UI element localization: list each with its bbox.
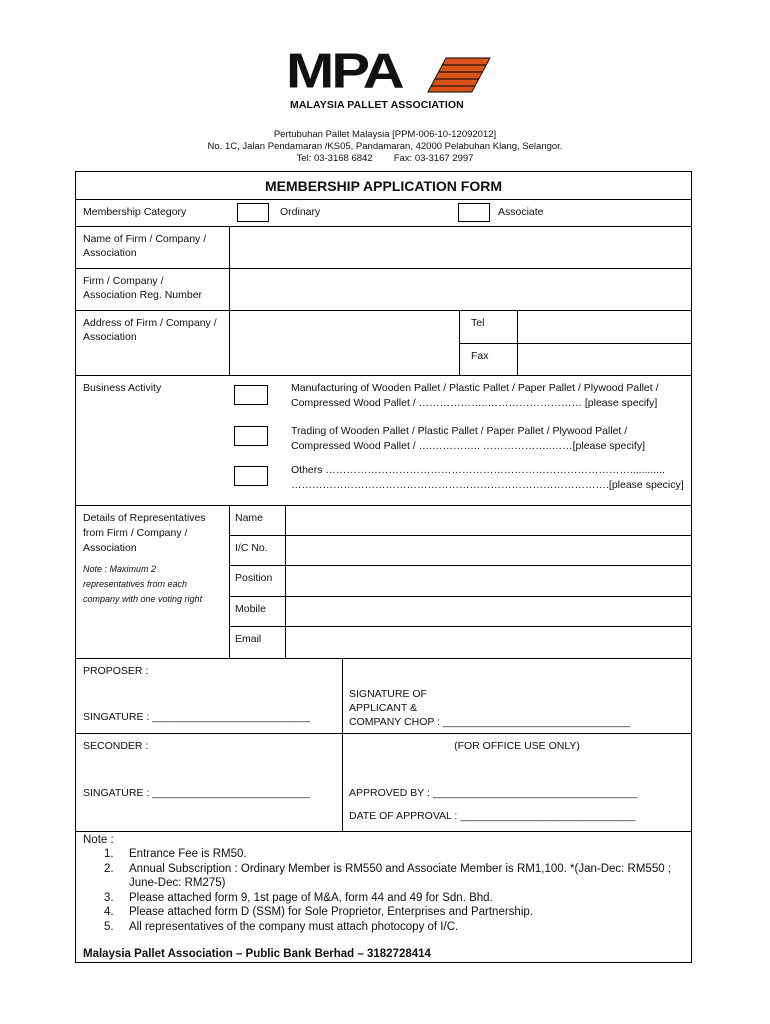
address-label-2: Association (83, 331, 137, 343)
representatives-label: Details of Representatives (83, 512, 206, 524)
rep-ic-field[interactable] (287, 537, 689, 563)
note-item: Please attached form 9, 1st page of M&A, form 44 and 49 for Sdn. Bhd. (129, 891, 493, 904)
associate-checkbox[interactable] (458, 203, 490, 222)
rep-mobile-field[interactable] (287, 598, 689, 624)
rep-email-field[interactable] (287, 628, 689, 656)
membership-category-label: Membership Category (83, 206, 187, 218)
rep-position-field[interactable] (287, 567, 689, 594)
company-name-label-2: Association (83, 247, 137, 259)
fax-label: Fax (471, 350, 489, 362)
rep-name-field[interactable] (287, 507, 689, 533)
ordinary-label: Ordinary (280, 206, 321, 218)
logo-mark: MPA (286, 43, 402, 99)
seconder-signature[interactable]: SINGATURE : ___________________________ (83, 787, 310, 799)
reg-number-field[interactable] (231, 270, 689, 308)
manufacturing-checkbox[interactable] (234, 385, 268, 405)
reg-number-label: Firm / Company / (83, 275, 164, 287)
rep-mobile-label: Mobile (235, 603, 266, 615)
representatives-note-2: representatives from each (83, 579, 188, 589)
others-text-1: Others ……………………………………………………………………………............ (291, 464, 665, 476)
note-number: 4. (104, 906, 114, 918)
trading-checkbox[interactable] (234, 426, 268, 446)
manufacturing-text-1: Manufacturing of Wooden Pallet / Plastic Pallet / Paper Pallet / Plywood Pallet / (291, 382, 659, 394)
proposer-label: PROPOSER : (83, 665, 149, 677)
company-name-label: Name of Firm / Company / (83, 233, 207, 245)
ordinary-checkbox[interactable] (237, 203, 269, 222)
applicant-signature-label-2: APPLICANT & (349, 702, 418, 714)
office-use-label: (FOR OFFICE USE ONLY) (454, 740, 580, 752)
associate-label: Associate (498, 206, 544, 218)
bank-account-info: Malaysia Pallet Association – Public Bank Berhad – 3182728414 (83, 948, 431, 960)
manufacturing-text-2: Compressed Wood Pallet / ………………..……………………… [please specify] (291, 397, 658, 409)
rep-name-label: Name (235, 512, 264, 524)
representatives-label-3: Association (83, 542, 137, 554)
approved-by-field[interactable]: APPROVED BY : ___________________________________ (349, 787, 638, 799)
business-activity-label: Business Activity (83, 382, 162, 394)
header-registration: Pertubuhan Pallet Malaysia [PPM-006-10-12092012] (273, 129, 497, 140)
address-label: Address of Firm / Company / (83, 317, 217, 329)
seconder-label: SECONDER : (83, 740, 149, 752)
fax-field[interactable] (519, 345, 689, 373)
form-title: MEMBERSHIP APPLICATION FORM (265, 178, 502, 194)
tel-label: Tel (471, 317, 485, 329)
rep-email-label: Email (235, 633, 262, 645)
note-number: 3. (104, 891, 114, 904)
company-chop-field[interactable]: COMPANY CHOP : ________________________________ (349, 716, 630, 728)
note-number: 2. (104, 862, 114, 875)
rep-ic-label: I/C No. (235, 542, 268, 554)
representatives-label-2: from Firm / Company / (83, 527, 188, 539)
trading-text-2: Compressed Wood Pallet / ….………….. ………………..……[please specify] (291, 440, 645, 452)
note-number: 5. (104, 920, 114, 933)
rep-position-label: Position (235, 572, 273, 584)
note-number: 1. (104, 848, 114, 860)
note-item: All representatives of the company must attach photocopy of I/C. (129, 920, 459, 933)
representatives-note-3: company with one voting right (83, 594, 203, 604)
note-item: Please attached form D (SSM) for Sole Proprietor, Enterprises and Partnership. (129, 906, 533, 918)
note-item: Entrance Fee is RM50. (129, 848, 247, 860)
date-approval-field[interactable]: DATE OF APPROVAL : ______________________________ (349, 810, 636, 822)
pallet-icon (421, 56, 493, 98)
association-logo (286, 43, 496, 112)
representatives-note-1: Note : Maximum 2 (83, 564, 157, 574)
proposer-signature[interactable]: SINGATURE : ___________________________ (83, 711, 310, 723)
reg-number-label-2: Association Reg. Number (83, 289, 203, 301)
logo-subtitle: MALAYSIA PALLET ASSOCIATION (290, 99, 464, 111)
header-address: No. 1C, Jalan Pendamaran /KS05, Pandamaran, 42000 Pelabuhan Klang, Selangor. (207, 141, 563, 152)
note-item: Annual Subscription : Ordinary Member is RM550 and Associate Member is RM1,100. *(Jan-Dec: RM550 ; (129, 862, 672, 875)
membership-form (75, 171, 692, 963)
note-title: Note : (83, 834, 114, 846)
note-item: June-Dec: RM275) (129, 877, 226, 889)
others-checkbox[interactable] (234, 466, 268, 486)
company-name-field[interactable] (231, 228, 689, 266)
others-text-2: ……………………………………………………………………………….[please specicy] (291, 479, 684, 491)
address-field[interactable] (231, 312, 457, 373)
header-contact: Tel: 03-3168 6842 Fax: 03-3167 2997 (296, 153, 474, 164)
trading-text-1: Trading of Wooden Pallet / Plastic Pallet / Paper Pallet / Plywood Pallet / (291, 425, 628, 437)
applicant-signature-label-1: SIGNATURE OF (349, 688, 427, 700)
tel-field[interactable] (519, 312, 689, 341)
